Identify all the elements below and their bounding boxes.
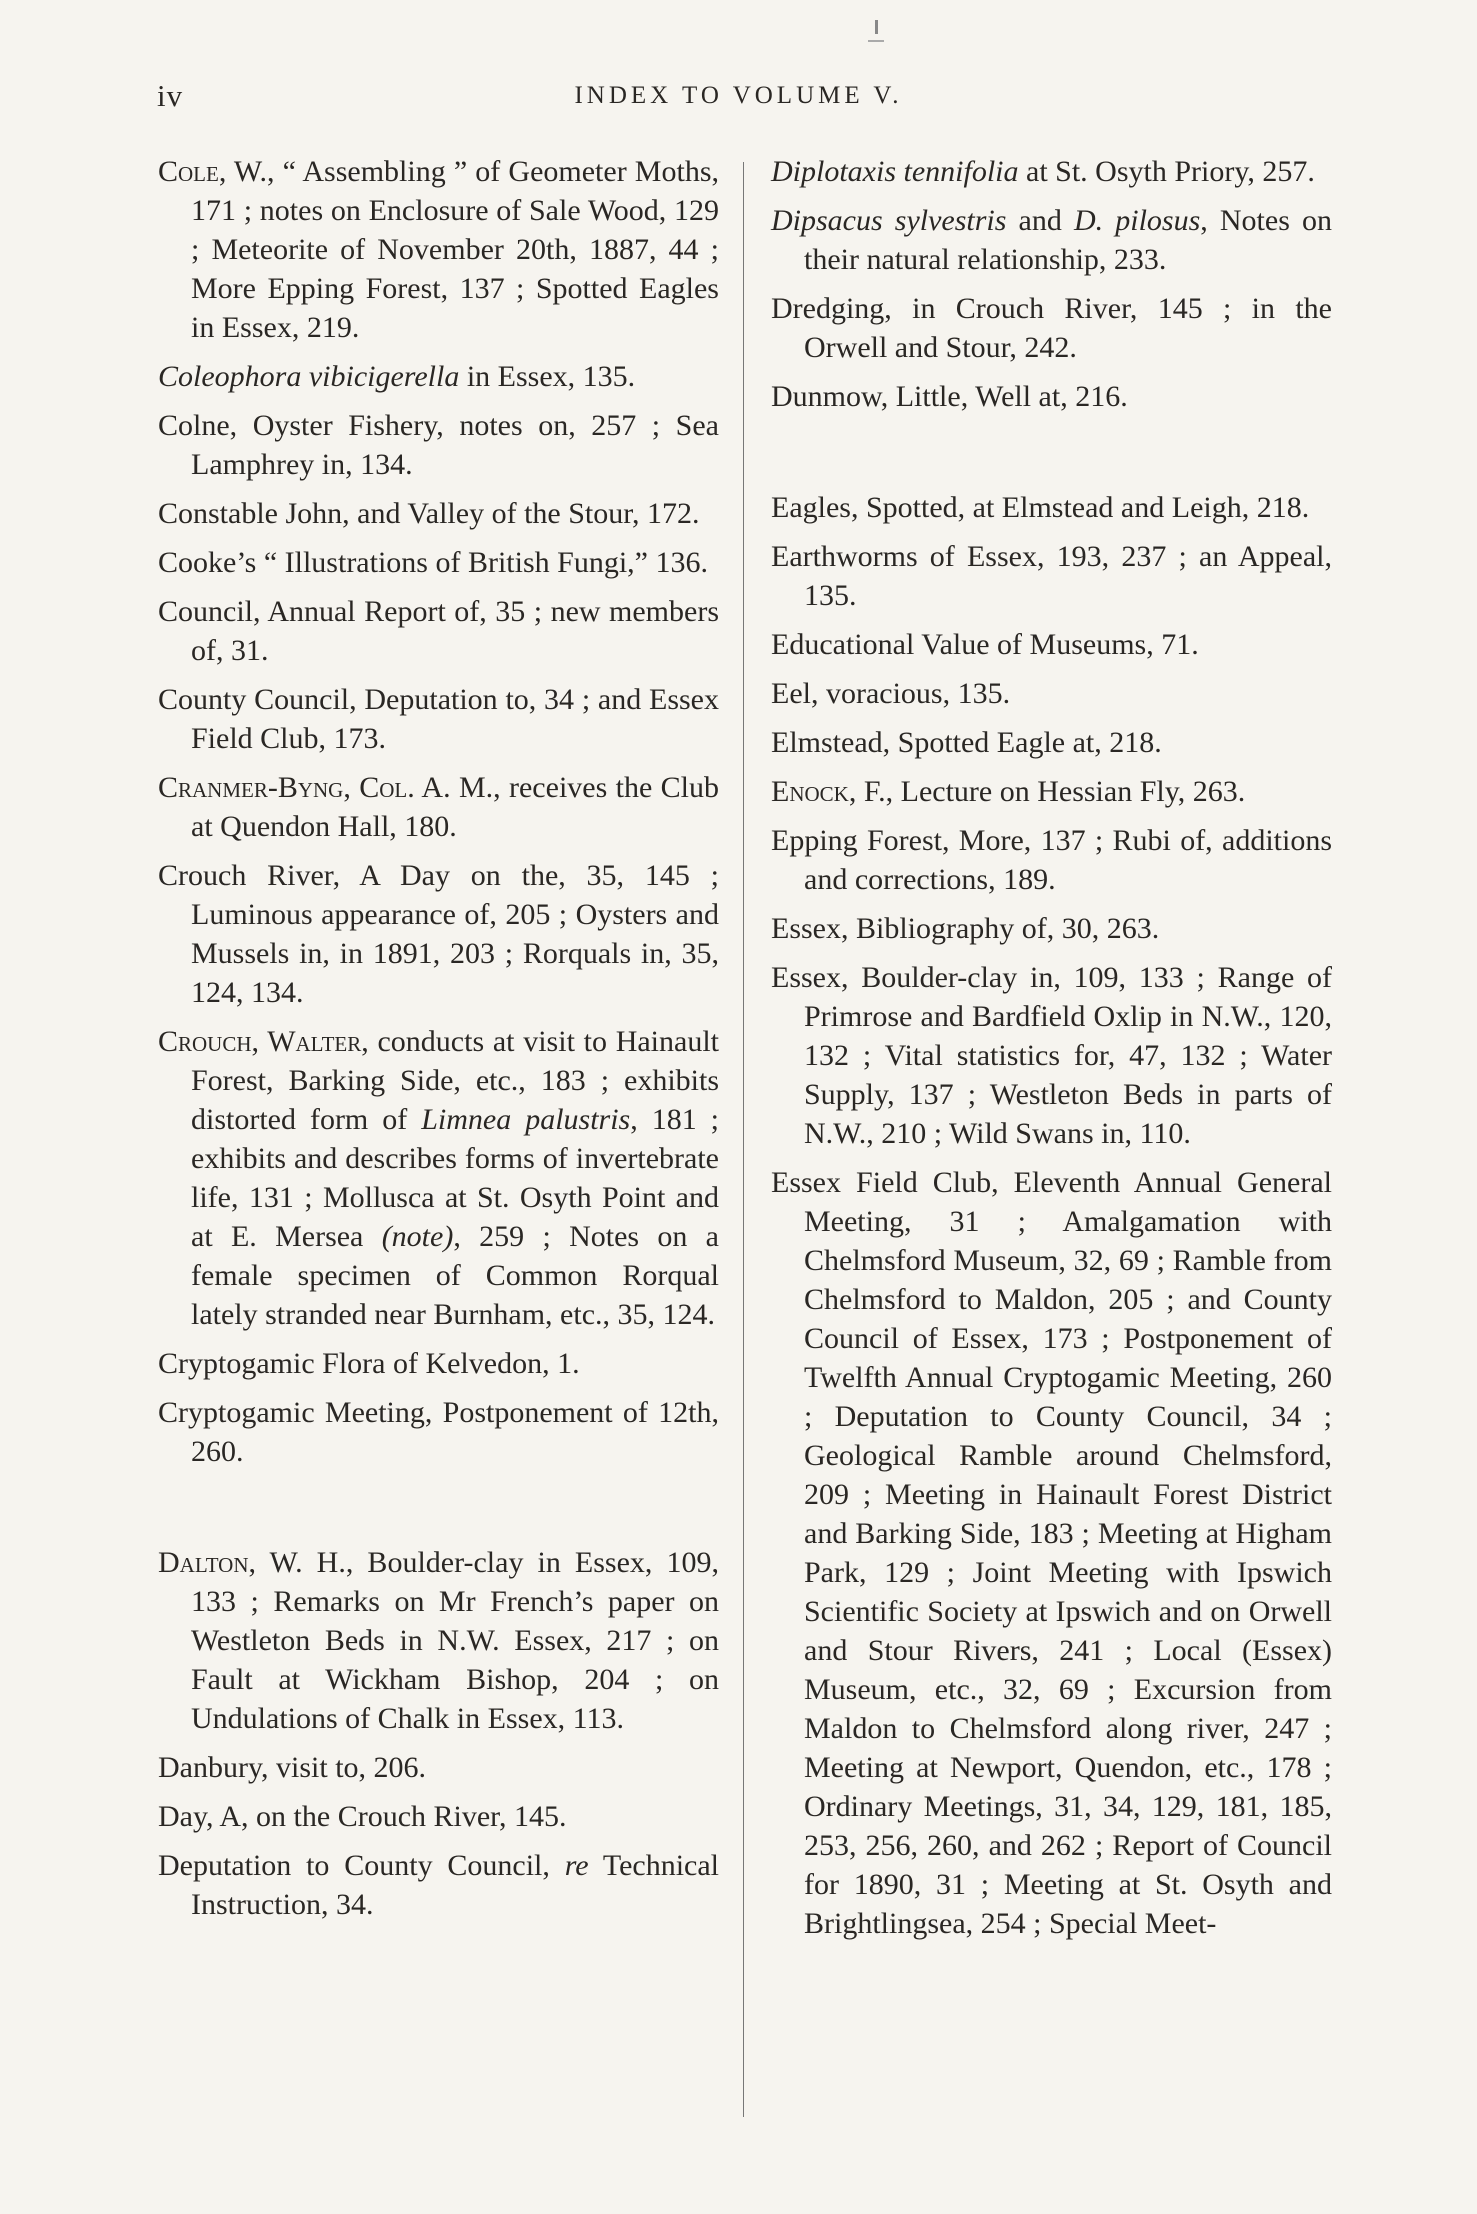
entry-text: Eagles, Spotted, at Elmstead and Leigh, 218. [771, 491, 1310, 524]
index-entry [158, 1344, 719, 1383]
index-entry [771, 1163, 1332, 1943]
index-entry [771, 289, 1332, 367]
entry-text: Cooke’s “ Illustrations of British Fungi,” 136. [158, 546, 708, 579]
index-entry [158, 592, 719, 670]
entry-text: , Lecture on Hessian Fly, 263. [885, 775, 1246, 808]
entry-author: Cole, W. [158, 155, 267, 188]
entry-text: , Boulder-clay in Essex, 109, 133 ; Remarks on Mr French’s paper on Westleton Beds in N.W. Essex, 217 ; on Fault at Wickham Bishop, 204 ; on Undulations of Chalk in Essex, 113. [191, 1546, 719, 1735]
entry-text: Day, A, on the Crouch River, 145. [158, 1800, 567, 1833]
left-column [158, 152, 719, 1934]
index-entry [771, 723, 1332, 762]
running-title: INDEX TO VOLUME V. [574, 82, 903, 109]
entry-text: Council, Annual Report of, 35 ; new members of, 31. [158, 595, 719, 667]
index-entry [771, 152, 1332, 191]
entry-text: Constable John, and Valley of the Stour, 172. [158, 497, 700, 530]
entry-text: Earthworms of Essex, 193, 237 ; an Appeal, 135. [771, 540, 1332, 612]
entry-italic-term: Limnea palustris [421, 1103, 631, 1136]
right-column [771, 152, 1332, 1953]
entry-text: and [1006, 204, 1074, 237]
entry-text: Educational Value of Museums, 71. [771, 628, 1199, 661]
entry-text: , 181 ; exhibits and describes forms of invertebrate life, 131 ; Mollusca at St. Osyth Point and at E. Mersea [191, 1103, 720, 1253]
entry-text: Danbury, visit to, 206. [158, 1751, 427, 1784]
entry-text: Elmstead, Spotted Eagle at, 218. [771, 726, 1162, 759]
entry-text: Dunmow, Little, Well at, 216. [771, 380, 1128, 413]
index-entry [158, 543, 719, 582]
index-entry [771, 909, 1332, 948]
entry-text: Epping Forest, More, 137 ; Rubi of, additions and corrections, 189. [771, 824, 1332, 896]
index-entry [158, 1393, 719, 1471]
column-divider [743, 162, 744, 2117]
index-entry [771, 772, 1332, 811]
entry-author: Crouch, Walter [158, 1025, 362, 1058]
index-entry [158, 494, 719, 533]
entry-text: Crouch River, A Day on the, 35, 145 ; Luminous appearance of, 205 ; Oysters and Mussels in, in 1891, 203 ; Rorquals in, 35, 124, 134. [158, 859, 719, 1009]
index-entry [158, 1797, 719, 1836]
entry-text: Colne, Oyster Fishery, notes on, 257 ; Sea Lamphrey in, 134. [158, 409, 719, 481]
entry-text: , receives the Club at Quendon Hall, 180. [191, 771, 719, 843]
print-mark [868, 40, 884, 42]
entry-text: Deputation to County Council, [158, 1849, 565, 1882]
index-entry [158, 1846, 719, 1924]
index-entry [771, 377, 1332, 416]
entry-text: Essex Field Club, Eleventh Annual General Meeting, 31 ; Amalgamation with Chelmsford Museum, 32, 69 ; Ramble from Chelmsford to Maldon, 205 ; and County Council of Essex, 173 ; Postponement of Twelfth Annual Cryptogamic Meeting, 260 ; Deputation to County Council, 34 ; Geological Ramble around Chelmsford, 209 ; Meeting in Hainault Forest District and Barking Side, 183 ; Meeting at Higham Park, 129 ; Joint Meeting with Ipswich Scientific Society at Ipswich and on Orwell and Stour Rivers, 241 ; Local (Essex) Museum, etc., 32, 69 ; Excursion from Maldon to Chelmsford along river, 247 ; Meeting at Newport, Quendon, etc., 178 ; Ordinary Meetings, 31, 34, 129, 181, 185, 253, 256, 260, and 262 ; Report of Council for 1890, 31 ; Meeting at St. Osyth and Brightlingsea, 254 ; Special Meet- [771, 1166, 1332, 1940]
entry-text: County Council, Deputation to, 34 ; and Essex Field Club, 173. [158, 683, 719, 755]
entry-text: Essex, Bibliography of, 30, 263. [771, 912, 1160, 945]
page-header [0, 78, 1477, 128]
entry-text: in Essex, 135. [459, 360, 636, 393]
entry-text: at St. Osyth Priory, 257. [1018, 155, 1315, 188]
entry-italic-term: re [564, 1849, 589, 1882]
entry-text: , Notes on their natural relationship, 233. [804, 204, 1332, 276]
index-entry [158, 357, 719, 396]
entry-text: Cryptogamic Flora of Kelvedon, 1. [158, 1347, 580, 1380]
index-entry [158, 406, 719, 484]
index-entry [771, 674, 1332, 713]
index-entry [158, 1748, 719, 1787]
index-entry [158, 680, 719, 758]
index-entry [771, 201, 1332, 279]
entry-text: Technical Instruction, 34. [191, 1849, 719, 1921]
index-entry [158, 856, 719, 1012]
entry-author: Cranmer-Byng, Col. A. M. [158, 771, 494, 804]
index-entry [158, 1022, 719, 1334]
entry-text: , conducts at visit to Hainault Forest, Barking Side, etc., 183 ; exhibits distorted form of [191, 1025, 719, 1136]
entry-text: Dredging, in Crouch River, 145 ; in the Orwell and Stour, 242. [771, 292, 1332, 364]
index-entry [771, 958, 1332, 1153]
index-entry [771, 488, 1332, 527]
entry-text: Eel, voracious, 135. [771, 677, 1011, 710]
index-entry [771, 625, 1332, 664]
entry-text: Essex, Boulder-clay in, 109, 133 ; Range of Primrose and Bardfield Oxlip in N.W., 120, 132 ; Vital statistics for, 47, 132 ; Water Supply, 137 ; Westleton Beds in parts of N.W., 210 ; Wild Swans in, 110. [771, 961, 1332, 1150]
entry-text: Cryptogamic Meeting, Postponement of 12th, 260. [158, 1396, 719, 1468]
entry-italic-term: Dipsacus sylvestris [771, 204, 1007, 237]
entry-italic-term: Coleophora vibicigerella [158, 360, 460, 393]
index-entry [158, 152, 719, 347]
entry-italic-term: Diplotaxis tennifolia [771, 155, 1019, 188]
entry-author: Dalton, W. H. [158, 1546, 346, 1579]
entry-text: , “ Assembling ” of Geometer Moths, 171 ; notes on Enclosure of Sale Wood, 129 ; Meteorite of November 20th, 1887, 44 ; More Epping Forest, 137 ; Spotted Eagles in Essex, 219. [191, 155, 719, 344]
page-number: iv [157, 78, 184, 113]
index-entry [158, 1543, 719, 1738]
index-entry [771, 821, 1332, 899]
entry-italic-term: (note) [381, 1220, 454, 1253]
print-mark [875, 20, 878, 34]
entry-italic-term: D. pilosus [1073, 204, 1201, 237]
entry-text: , 259 ; Notes on a female specimen of Common Rorqual lately stranded near Burnham, etc., 35, 124. [191, 1220, 720, 1331]
index-entry [771, 537, 1332, 615]
index-entry [158, 768, 719, 846]
entry-author: Enock, F. [771, 775, 886, 808]
